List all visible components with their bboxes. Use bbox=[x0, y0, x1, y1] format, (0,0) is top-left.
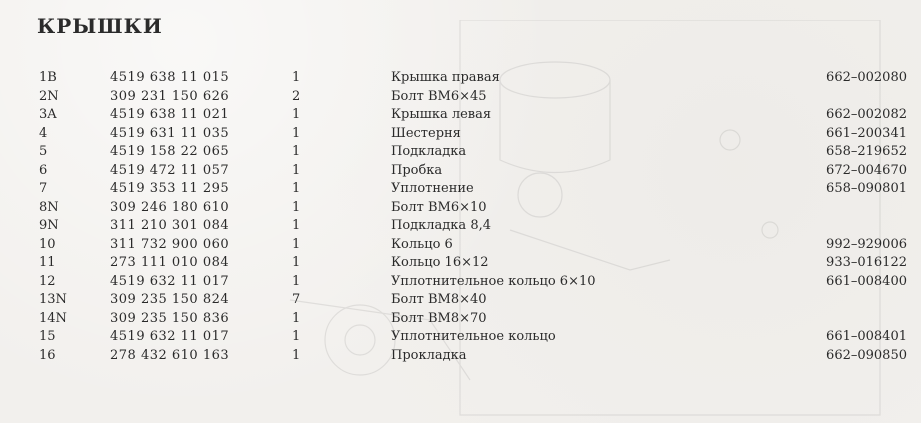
quantity: 1 bbox=[292, 255, 301, 270]
catalog-code: 933–016122 bbox=[826, 255, 907, 270]
position-number: 1B bbox=[39, 70, 57, 85]
position-number: 15 bbox=[39, 329, 56, 344]
part-name: Болт BM6×10 bbox=[391, 199, 487, 215]
list-item bbox=[0, 125, 921, 144]
catalog-code: 661–008401 bbox=[826, 329, 907, 344]
catalog-code: 672–004670 bbox=[826, 162, 907, 178]
catalog-code: 662–002080 bbox=[826, 70, 907, 85]
part-name: Крышка правая bbox=[391, 70, 500, 85]
part-number: 309 246 180 610 bbox=[110, 199, 230, 215]
catalog-code: 658–219652 bbox=[826, 144, 907, 159]
position-number: 11 bbox=[39, 255, 56, 270]
part-name: Болт BM8×40 bbox=[391, 292, 487, 307]
list-item bbox=[0, 254, 921, 273]
part-number: 273 111 010 084 bbox=[110, 255, 230, 270]
part-number: 4519 158 22 065 bbox=[110, 144, 230, 159]
part-number: 278 432 610 163 bbox=[110, 347, 230, 363]
quantity: 1 bbox=[292, 347, 301, 363]
quantity: 1 bbox=[292, 236, 301, 252]
part-number: 4519 632 11 017 bbox=[110, 273, 230, 289]
part-number: 4519 631 11 035 bbox=[110, 125, 230, 141]
list-item bbox=[0, 199, 921, 218]
list-item bbox=[0, 273, 921, 292]
part-name: Подкладка 8,4 bbox=[391, 218, 491, 233]
position-number: 4 bbox=[39, 125, 48, 141]
list-item bbox=[0, 180, 921, 199]
quantity: 1 bbox=[292, 273, 301, 289]
position-number: 13N bbox=[39, 292, 67, 307]
part-name: Болт BM6×45 bbox=[391, 88, 487, 104]
catalog-code: 662–090850 bbox=[826, 347, 907, 363]
quantity: 2 bbox=[292, 88, 301, 104]
position-number: 9N bbox=[39, 218, 59, 233]
list-item bbox=[0, 143, 921, 162]
part-number: 4519 632 11 017 bbox=[110, 329, 230, 344]
list-item bbox=[0, 291, 921, 310]
part-name: Уплотнительное кольцо bbox=[391, 329, 556, 344]
position-number: 3A bbox=[39, 107, 57, 122]
list-item bbox=[0, 162, 921, 181]
position-number: 5 bbox=[39, 144, 48, 159]
quantity: 1 bbox=[292, 162, 301, 178]
position-number: 7 bbox=[39, 181, 48, 196]
quantity: 1 bbox=[292, 70, 301, 85]
position-number: 14N bbox=[39, 310, 67, 326]
page-title: КРЫШКИ bbox=[37, 14, 163, 38]
position-number: 16 bbox=[39, 347, 56, 363]
part-name: Прокладка bbox=[391, 347, 467, 363]
position-number: 8N bbox=[39, 199, 59, 215]
list-item bbox=[0, 88, 921, 107]
quantity: 1 bbox=[292, 125, 301, 141]
list-item bbox=[0, 328, 921, 347]
list-item bbox=[0, 310, 921, 329]
part-name: Пробка bbox=[391, 162, 443, 178]
part-name: Подкладка bbox=[391, 144, 467, 159]
catalog-code: 662–002082 bbox=[826, 107, 907, 122]
part-number: 309 235 150 824 bbox=[110, 292, 230, 307]
list-item bbox=[0, 217, 921, 236]
list-item bbox=[0, 69, 921, 88]
catalog-code: 661–200341 bbox=[826, 125, 907, 141]
position-number: 10 bbox=[39, 236, 56, 252]
quantity: 7 bbox=[292, 292, 301, 307]
quantity: 1 bbox=[292, 329, 301, 344]
catalog-code: 992–929006 bbox=[826, 236, 907, 252]
position-number: 6 bbox=[39, 162, 48, 178]
part-name: Уплотнительное кольцо 6×10 bbox=[391, 273, 596, 289]
quantity: 1 bbox=[292, 199, 301, 215]
list-item bbox=[0, 347, 921, 366]
quantity: 1 bbox=[292, 107, 301, 122]
list-item bbox=[0, 106, 921, 125]
part-name: Болт BM8×70 bbox=[391, 310, 487, 326]
part-number: 311 732 900 060 bbox=[110, 236, 230, 252]
position-number: 12 bbox=[39, 273, 56, 289]
part-number: 4519 472 11 057 bbox=[110, 162, 230, 178]
parts-list bbox=[0, 69, 921, 365]
catalog-code: 658–090801 bbox=[826, 181, 907, 196]
part-name: Кольцо 16×12 bbox=[391, 255, 489, 270]
quantity: 1 bbox=[292, 218, 301, 233]
part-number: 4519 353 11 295 bbox=[110, 181, 230, 196]
part-name: Уплотнение bbox=[391, 181, 474, 196]
part-name: Шестерня bbox=[391, 125, 461, 141]
position-number: 2N bbox=[39, 88, 59, 104]
part-number: 309 231 150 626 bbox=[110, 88, 230, 104]
part-number: 309 235 150 836 bbox=[110, 310, 230, 326]
part-number: 4519 638 11 015 bbox=[110, 70, 230, 85]
part-number: 311 210 301 084 bbox=[110, 218, 230, 233]
quantity: 1 bbox=[292, 144, 301, 159]
part-name: Крышка левая bbox=[391, 107, 492, 122]
quantity: 1 bbox=[292, 310, 301, 326]
part-number: 4519 638 11 021 bbox=[110, 107, 230, 122]
list-item bbox=[0, 236, 921, 255]
catalog-code: 661–008400 bbox=[826, 273, 907, 289]
part-name: Кольцо 6 bbox=[391, 236, 453, 252]
quantity: 1 bbox=[292, 181, 301, 196]
